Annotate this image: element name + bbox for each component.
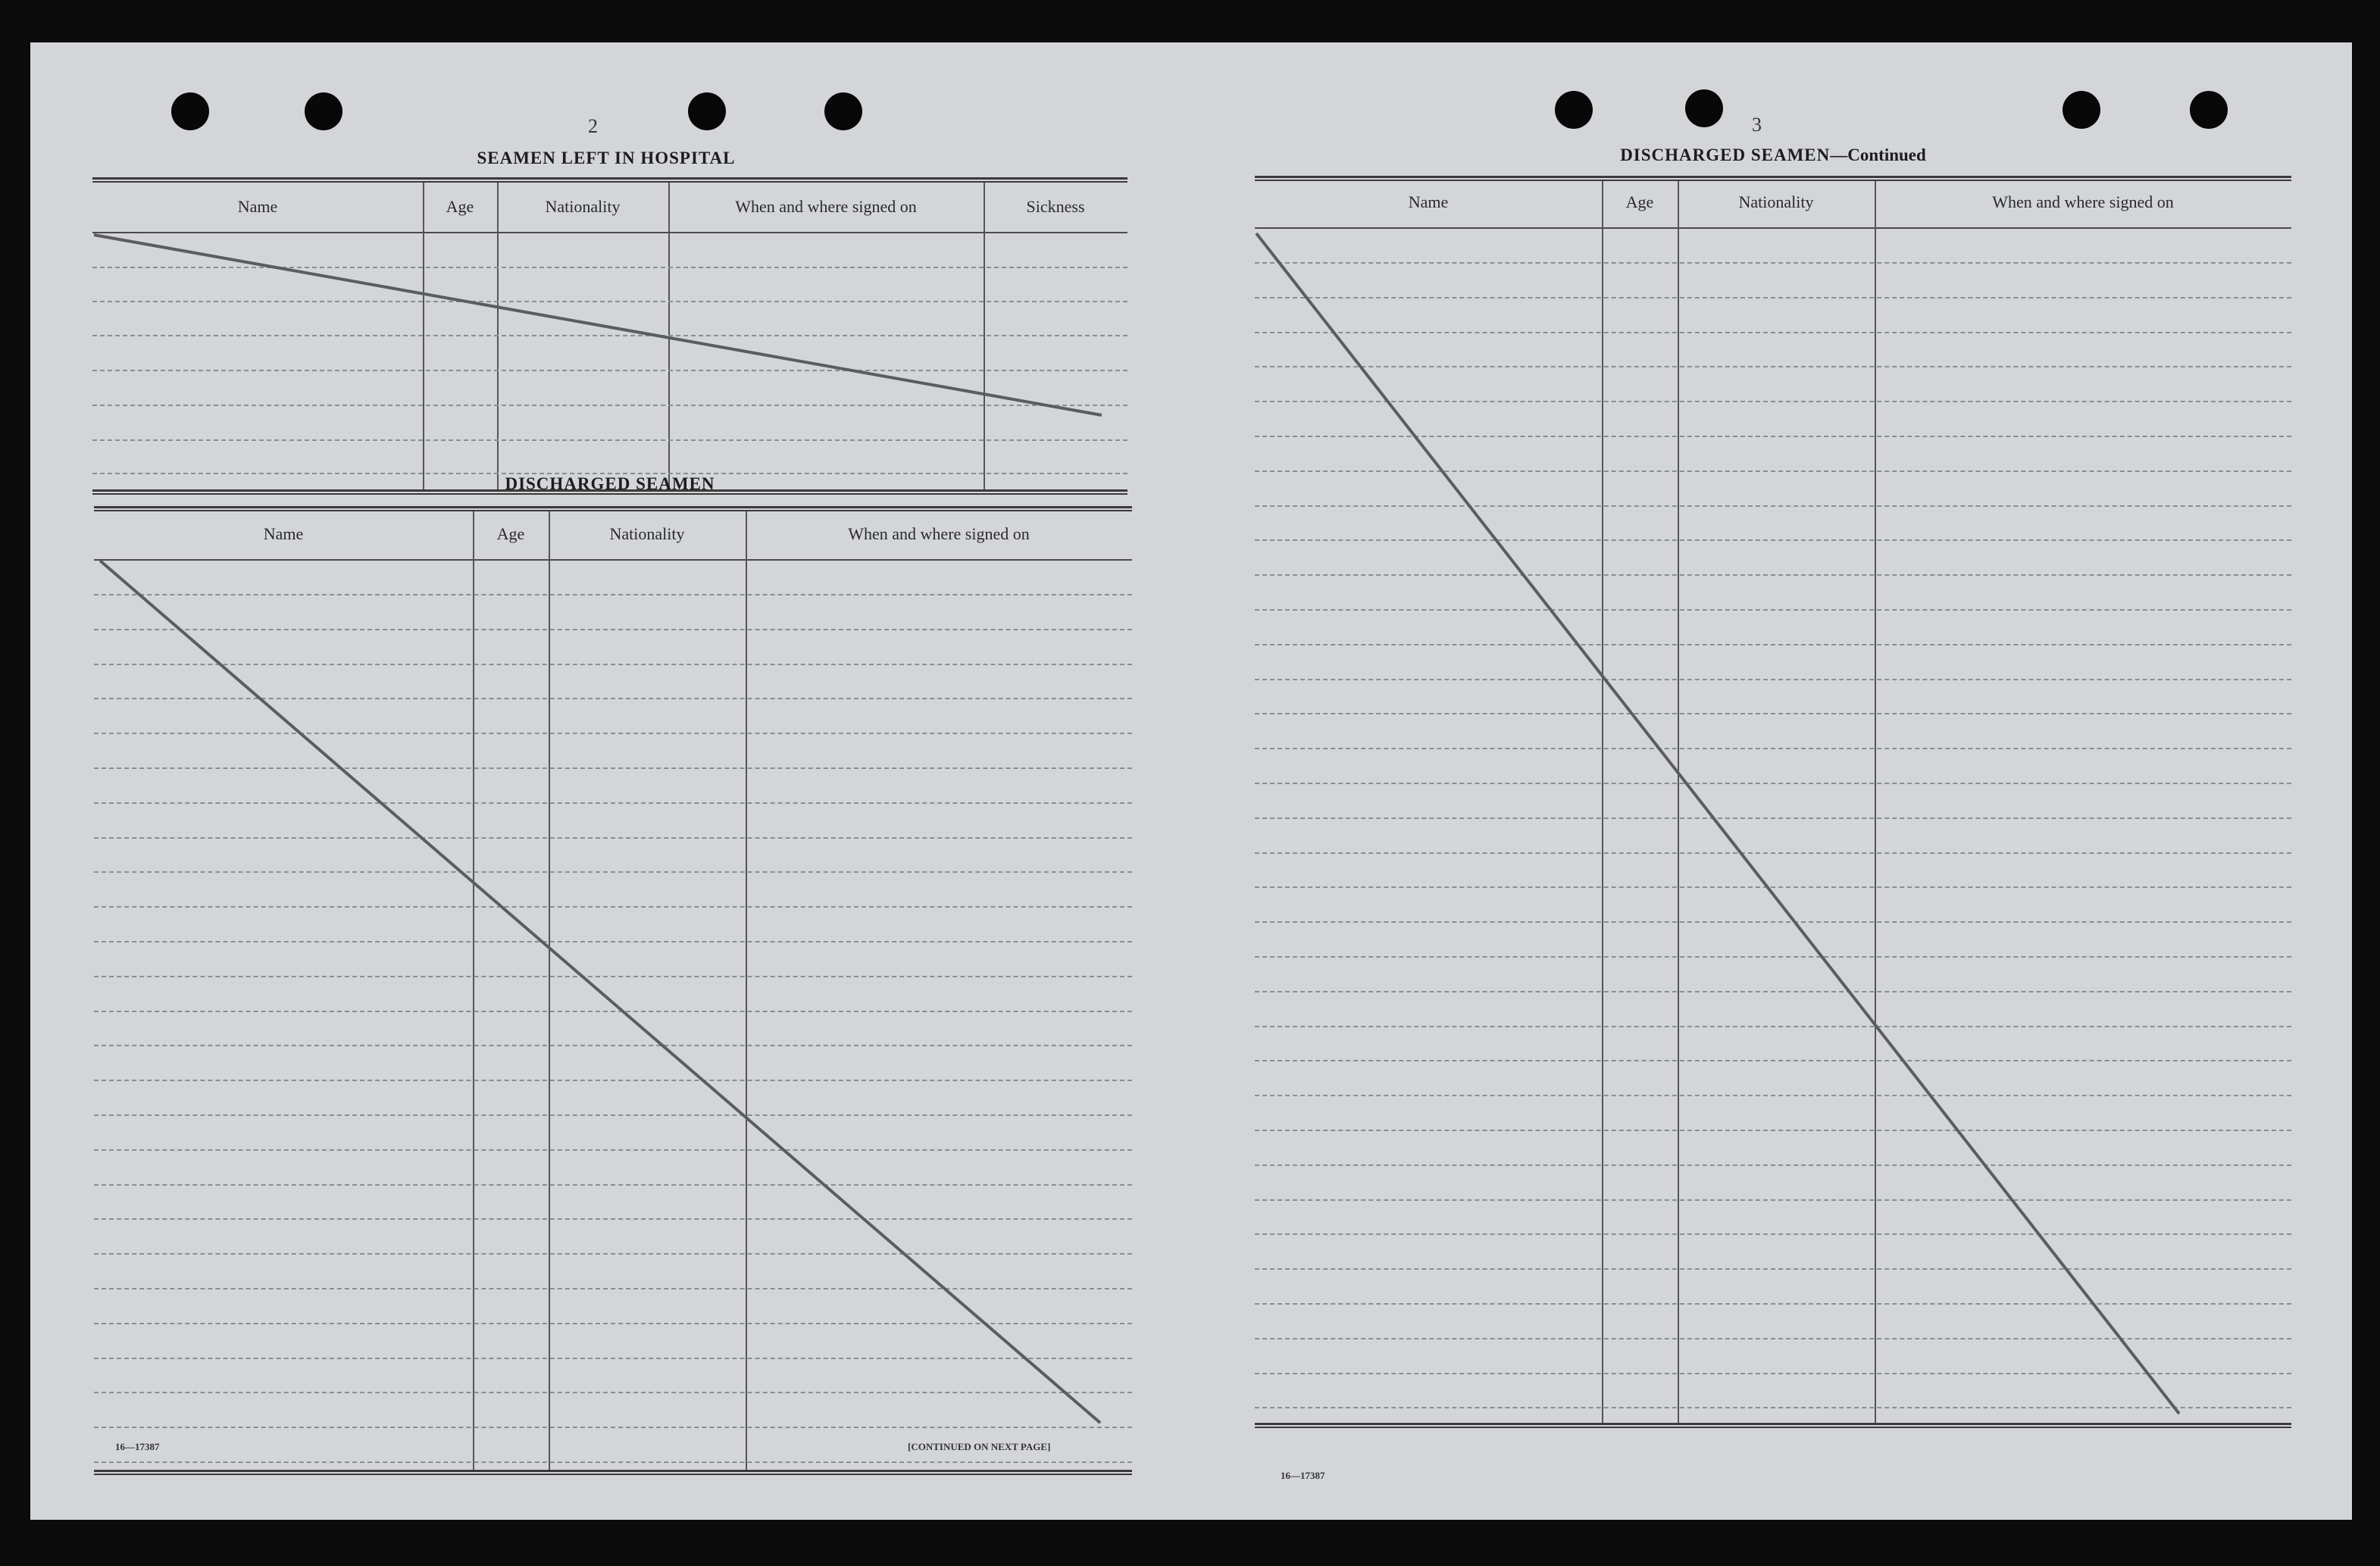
entry-row-line <box>94 871 1132 873</box>
punch-hole <box>305 92 342 130</box>
section-title-hospital: SEAMEN LEFT IN HOSPITAL <box>477 148 736 167</box>
entry-row-line <box>1255 1303 2291 1305</box>
entry-row-line <box>94 698 1132 699</box>
column-divider <box>746 511 747 1470</box>
entry-row-line <box>92 370 1127 371</box>
table-bottom-rule <box>94 1470 1132 1475</box>
entry-row-line <box>94 1149 1132 1151</box>
entry-row-line <box>94 1427 1132 1428</box>
entry-row-line <box>1255 297 2291 299</box>
entry-row-line <box>94 1184 1132 1186</box>
column-header-age: Age <box>446 197 474 216</box>
table-top-rule <box>92 177 1127 183</box>
entry-row-line <box>1255 1060 2291 1061</box>
entry-row-line <box>1255 1164 2291 1166</box>
section-title-discharged: DISCHARGED SEAMEN <box>505 474 715 493</box>
page-number: 3 <box>1752 114 1762 136</box>
entry-row-line <box>1255 1233 2291 1235</box>
section-title-discharged-continued <box>1255 145 2291 165</box>
page-number: 2 <box>588 115 598 137</box>
hospital-table <box>92 177 1127 495</box>
entry-row-line <box>94 1323 1132 1324</box>
column-header-age: Age <box>496 524 525 543</box>
punch-hole <box>171 92 209 130</box>
header-rule <box>94 559 1132 561</box>
entry-row-line <box>1255 1268 2291 1270</box>
entry-row-line <box>92 335 1127 336</box>
column-header-age: Age <box>1625 192 1654 211</box>
entry-row-line <box>92 405 1127 406</box>
entry-row-line <box>94 1392 1132 1393</box>
entry-row-line <box>1255 401 2291 402</box>
entry-row-line <box>1255 817 2291 819</box>
entry-row-line <box>94 594 1132 595</box>
column-header-name: Name <box>263 524 304 543</box>
entry-row-line <box>94 941 1132 942</box>
punch-hole <box>2190 91 2228 129</box>
entry-row-line <box>1255 956 2291 958</box>
discharged-continued-table <box>1255 176 2291 1429</box>
entry-row-line <box>1255 852 2291 854</box>
table-top-rule <box>1255 176 2291 181</box>
entry-row-line <box>92 267 1127 268</box>
entry-row-line <box>94 629 1132 630</box>
entry-row-line <box>94 976 1132 977</box>
entry-row-line <box>94 1045 1132 1046</box>
entry-row-line <box>94 1288 1132 1289</box>
column-divider <box>473 511 474 1470</box>
entry-row-line <box>94 1011 1132 1012</box>
entry-row-line <box>1255 470 2291 472</box>
entry-row-line <box>94 837 1132 839</box>
entry-row-line <box>92 301 1127 302</box>
entry-row-line <box>94 1218 1132 1220</box>
entry-row-line <box>1255 748 2291 749</box>
entry-row-line <box>94 1114 1132 1116</box>
column-header-nationality: Nationality <box>545 197 621 216</box>
entry-row-line <box>1255 783 2291 784</box>
entry-row-line <box>1255 539 2291 541</box>
entry-row-line <box>1255 679 2291 680</box>
entry-row-line <box>1255 1407 2291 1408</box>
entry-row-line <box>1255 921 2291 923</box>
discharged-table <box>94 506 1132 1477</box>
entry-row-line <box>94 1461 1132 1463</box>
table-bottom-rule <box>1255 1423 2291 1428</box>
entry-row-line <box>1255 1130 2291 1131</box>
column-header-sickness: Sickness <box>1026 197 1085 216</box>
entry-row-line <box>1255 1199 2291 1201</box>
entry-row-line <box>1255 1338 2291 1339</box>
header-rule <box>1255 227 2291 229</box>
entry-row-line <box>94 1080 1132 1081</box>
entry-row-line <box>1255 991 2291 992</box>
entry-row-line <box>1255 262 2291 264</box>
table-top-rule <box>94 506 1132 511</box>
entry-row-line <box>94 802 1132 804</box>
entry-row-line <box>1255 1026 2291 1027</box>
punch-hole <box>1555 91 1593 129</box>
entry-row-line <box>1255 574 2291 576</box>
form-number: 16—17387 <box>1281 1470 1325 1481</box>
entry-row-line <box>1255 713 2291 714</box>
punch-hole <box>688 92 726 130</box>
entry-row-line <box>1255 1373 2291 1374</box>
entry-row-line <box>1255 609 2291 611</box>
column-header-nationality: Nationality <box>1738 192 1814 211</box>
punch-hole <box>2063 91 2100 129</box>
entry-row-line <box>94 1358 1132 1359</box>
entry-row-line <box>1255 332 2291 333</box>
entry-row-line <box>1255 1095 2291 1096</box>
column-header-name: Name <box>1408 192 1449 211</box>
entry-row-line <box>1255 886 2291 888</box>
form-number: 16—17387 <box>115 1441 160 1452</box>
entry-row-line <box>92 439 1127 441</box>
column-divider <box>549 511 550 1470</box>
column-header-signed-on: When and where signed on <box>848 524 1030 543</box>
column-header-name: Name <box>237 197 278 216</box>
column-header-signed-on: When and where signed on <box>735 197 917 216</box>
section-title-text: DISCHARGED SEAMEN <box>1620 145 1831 164</box>
section-title-suffix: —Continued <box>1830 145 1926 164</box>
entry-row-line <box>94 733 1132 734</box>
punch-hole <box>1685 89 1723 127</box>
continued-note: [CONTINUED ON NEXT PAGE] <box>908 1441 1051 1452</box>
entry-row-line <box>1255 366 2291 367</box>
document-sheet <box>30 42 2352 1520</box>
entry-row-line <box>1255 505 2291 507</box>
entry-row-line <box>1255 644 2291 645</box>
entry-row-line <box>1255 436 2291 437</box>
entry-row-line <box>94 664 1132 665</box>
entry-row-line <box>94 1253 1132 1255</box>
header-rule <box>92 232 1127 233</box>
entry-row-line <box>94 906 1132 908</box>
column-header-nationality: Nationality <box>609 524 685 543</box>
column-header-signed-on: When and where signed on <box>1992 192 2174 211</box>
entry-row-line <box>94 767 1132 769</box>
punch-hole <box>824 92 862 130</box>
